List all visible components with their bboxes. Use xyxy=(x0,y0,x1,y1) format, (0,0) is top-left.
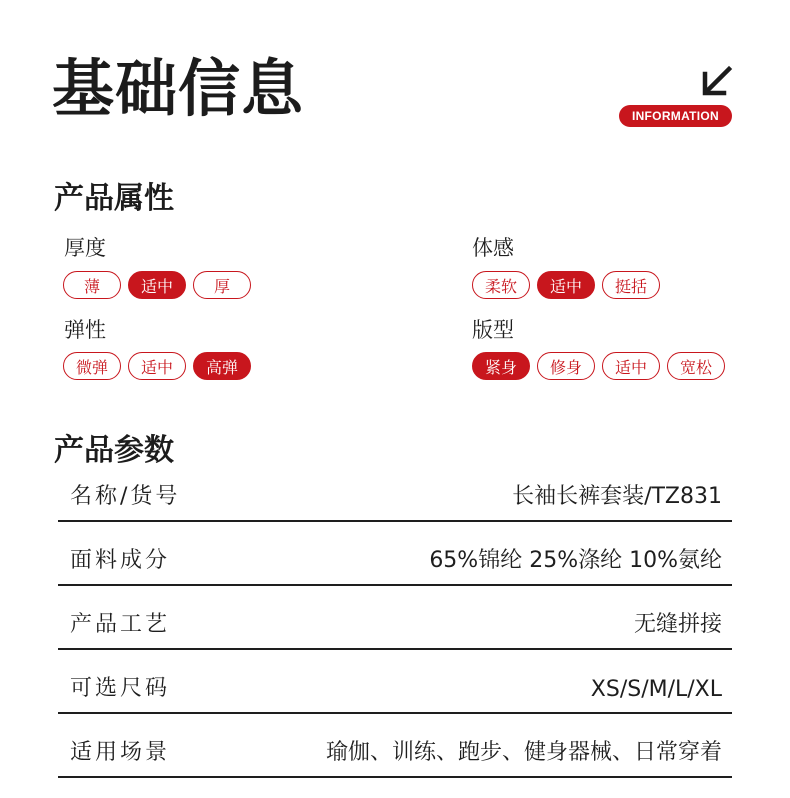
tag-option: 宽松 xyxy=(667,352,725,380)
param-value: 长袖长裤套装/TZ831 xyxy=(512,484,722,509)
attr-label-thickness: 厚度 xyxy=(64,236,106,260)
param-value: 无缝拼接 xyxy=(633,612,722,637)
attr-label-elasticity: 弹性 xyxy=(64,318,106,342)
param-row-material xyxy=(58,522,732,586)
tag-option: 适中 xyxy=(128,352,186,380)
attr-label-feel: 体感 xyxy=(472,236,514,260)
arrow-down-left-icon xyxy=(700,64,734,98)
param-key: 适用场景 xyxy=(70,740,171,765)
param-value: XS/S/M/L/XL xyxy=(590,677,722,702)
attr-options-elasticity xyxy=(63,352,251,380)
param-row-scenarios xyxy=(58,714,732,778)
tag-option-selected: 适中 xyxy=(128,271,186,299)
page-title: 基础信息 xyxy=(52,52,305,125)
tag-option: 薄 xyxy=(63,271,121,299)
tag-option: 适中 xyxy=(602,352,660,380)
param-key: 面料成分 xyxy=(70,548,171,573)
attr-label-fit: 版型 xyxy=(472,318,514,342)
param-row-name xyxy=(58,458,732,522)
tag-option-selected: 高弹 xyxy=(193,352,251,380)
param-key: 名称/货号 xyxy=(70,484,181,509)
tag-option-selected: 紧身 xyxy=(472,352,530,380)
tag-option: 柔软 xyxy=(472,271,530,299)
attr-options-feel xyxy=(472,271,660,299)
tag-option: 挺括 xyxy=(602,271,660,299)
attr-options-thickness xyxy=(63,271,251,299)
param-key: 可选尺码 xyxy=(70,676,171,701)
attr-options-fit xyxy=(472,352,725,380)
attributes-section-title: 产品属性 xyxy=(54,181,174,216)
param-value: 65%锦纶 25%涤纶 10%氨纶 xyxy=(429,548,722,573)
tag-option: 修身 xyxy=(537,352,595,380)
param-row-craft xyxy=(58,586,732,650)
param-key: 产品工艺 xyxy=(70,612,171,637)
tag-option: 微弹 xyxy=(63,352,121,380)
information-badge: INFORMATION xyxy=(619,105,732,127)
tag-option-selected: 适中 xyxy=(537,271,595,299)
params-section-title: 产品参数 xyxy=(54,433,174,468)
param-value: 瑜伽、训练、跑步、健身器械、日常穿着 xyxy=(325,740,722,765)
param-row-sizes xyxy=(58,650,732,714)
tag-option: 厚 xyxy=(193,271,251,299)
